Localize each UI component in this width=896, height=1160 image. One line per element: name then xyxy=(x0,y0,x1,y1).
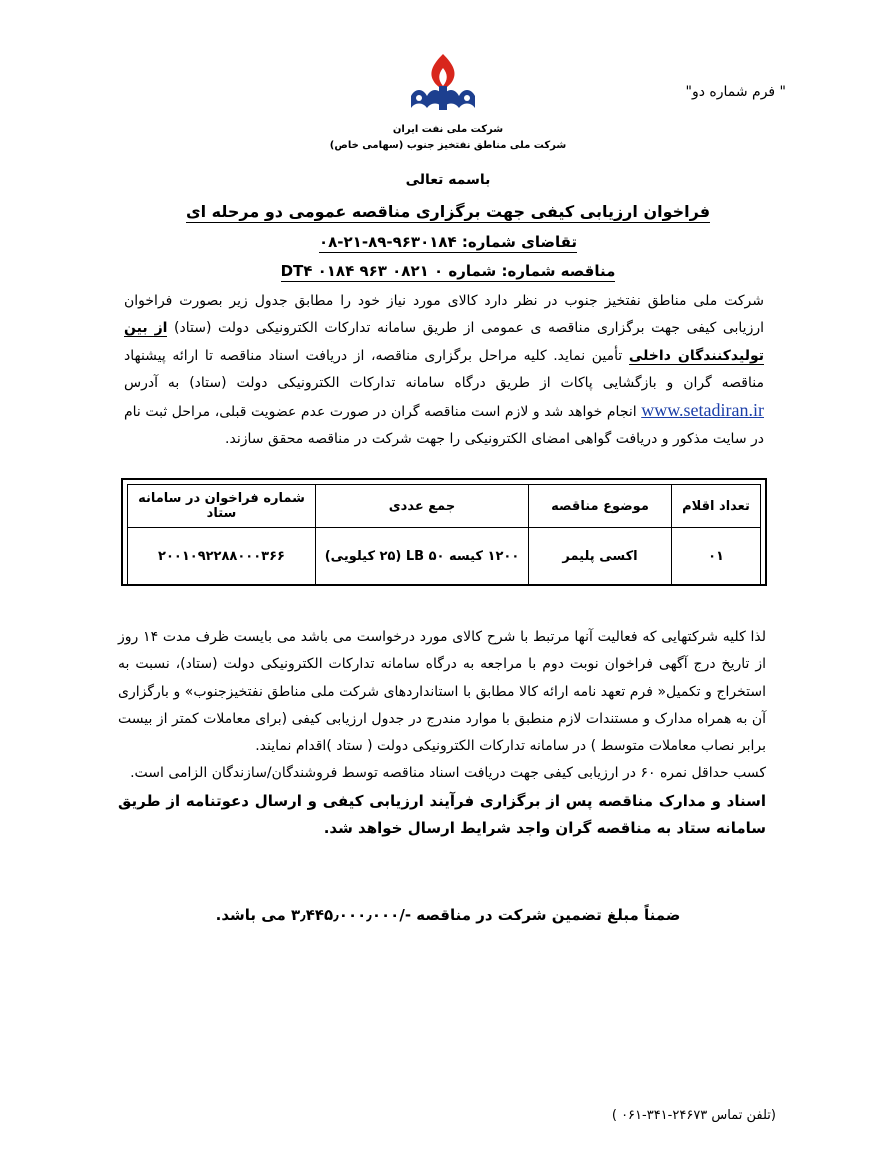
cell-subject: اکسی پلیمر xyxy=(529,528,672,585)
table-row xyxy=(128,528,761,585)
request-number xyxy=(0,233,896,251)
cell-quantity: ۱۲۰۰ کیسه LB ۵۰ (۲۵ کیلویی) xyxy=(316,528,529,585)
intro-paragraph xyxy=(124,288,764,454)
cell-call-number: ۲۰۰۱۰۹۲۲۸۸۰۰۰۳۶۶ xyxy=(128,528,316,585)
table-header-row xyxy=(128,485,761,528)
cell-item-count: ۰۱ xyxy=(672,528,761,585)
header-item-count: تعداد اقلام xyxy=(672,485,761,528)
header-quantity: جمع عددی xyxy=(316,485,529,528)
nioc-logo xyxy=(403,50,483,120)
bismillah-heading: باسمه تعالی xyxy=(405,172,491,188)
body-paragraph-2: کسب حداقل نمره ۶۰ در ارزیابی کیفی جهت دریافت اسناد مناقصه توسط فروشندگان/سازندگان الزامی است. xyxy=(130,765,766,782)
items-table xyxy=(127,484,761,585)
form-number-label: " فرم شماره دو" xyxy=(685,84,786,100)
body-section xyxy=(118,624,766,842)
body-paragraph-3: اسناد و مدارک مناقصه پس از برگزاری فرآیند ارزیابی کیفی و ارسال دعوتنامه از طریق سامانه ستاد به مناقصه گران واجد شرایط ارسال خواهد شد. xyxy=(118,791,766,838)
tender-number-text: مناقصه شماره: شماره DT۴ ۰۱۸۴ ۹۶۳ ۰۸۲۱ ۰ xyxy=(280,262,616,280)
company-name: شرکت ملی نفت ایران xyxy=(392,124,504,135)
intro-text-3: انجام خواهد شد و لازم است مناقصه گران در صورت عدم عضویت قبلی، مراحل ثبت نام در سایت مذکور و دریافت گواهی امضای الکترونیکی را جهت شرکت در مناقصه محقق سازند. xyxy=(124,404,764,448)
intro-text-1: شرکت ملی مناطق نفتخیز جنوب در نظر دارد کالای مورد نیاز خود را مطابق جدول زیر بصورت فراخوان ارزیابی کیفی جهت برگزاری مناقصه ی عمومی از طریق سامانه تدارکات الکترونیکی دولت (ستاد) xyxy=(124,293,764,337)
document-title-text: فراخوان ارزیابی کیفی جهت برگزاری مناقصه عمومی دو مرحله ای xyxy=(185,202,711,221)
intro-emphasis: از بین تولیدکنندگان داخلی xyxy=(124,320,764,364)
setadiran-link[interactable]: www.setadiran.ir xyxy=(641,400,764,421)
guarantee-amount: ضمناً مبلغ تضمین شرکت در مناقصه -/۳٫۴۴۵٫۰۰۰٫۰۰۰ می باشد. xyxy=(215,906,681,924)
items-table-frame xyxy=(121,478,767,586)
contact-phone: (تلفن تماس ۲۴۶۷۳-۳۴۱-۰۶۱ ) xyxy=(611,1108,776,1123)
intro-text-2: تأمین نماید. کلیه مراحل برگزاری مناقصه، از دریافت اسناد مناقصه تا ارائه پیشنهاد مناقصه گران و بازگشایی پاکات از طریق درگاه سامانه تدارکات الکترونیکی دولت (ستاد) به آدرس xyxy=(124,347,764,391)
request-number-text: تقاضای شماره: ۹۶۳۰۱۸۴-۸۹-۲۱-۰۸ xyxy=(318,233,578,251)
tender-number xyxy=(0,262,896,280)
header-subject: موضوع مناقصه xyxy=(529,485,672,528)
body-paragraph-1: لذا کلیه شرکتهایی که فعالیت آنها مرتبط با شرح کالای مورد درخواست می باشد می بایست ظرف مدت ۱۴ روز از تاریخ درج آگهی فراخوان نوبت دوم با مراجعه به درگاه سامانه تدارکات الکترونیکی دولت (ستاد)، نسبت به استخراج و تکمیل« فرم تعهد نامه ارائه کالا مطابق با استانداردهای شرکت ملی مناطق نفتخیزجنوب» و بارگزاری آن به همراه مدارک و مستندات لازم منطبق با موارد مندرج در جدول ارزیابی کیفی (برای معاملات کمتر از بیست برابر نصاب معاملات متوسط ) در سامانه تدارکات الکترونیکی دولت ( ستاد )اقدام نمایند. xyxy=(118,629,766,755)
header-call-number: شماره فراخوان در سامانه ستاد xyxy=(128,485,316,528)
company-subname: شرکت ملی مناطق نفتخیز جنوب (سهامی خاص) xyxy=(329,140,567,151)
document-title xyxy=(0,202,896,221)
